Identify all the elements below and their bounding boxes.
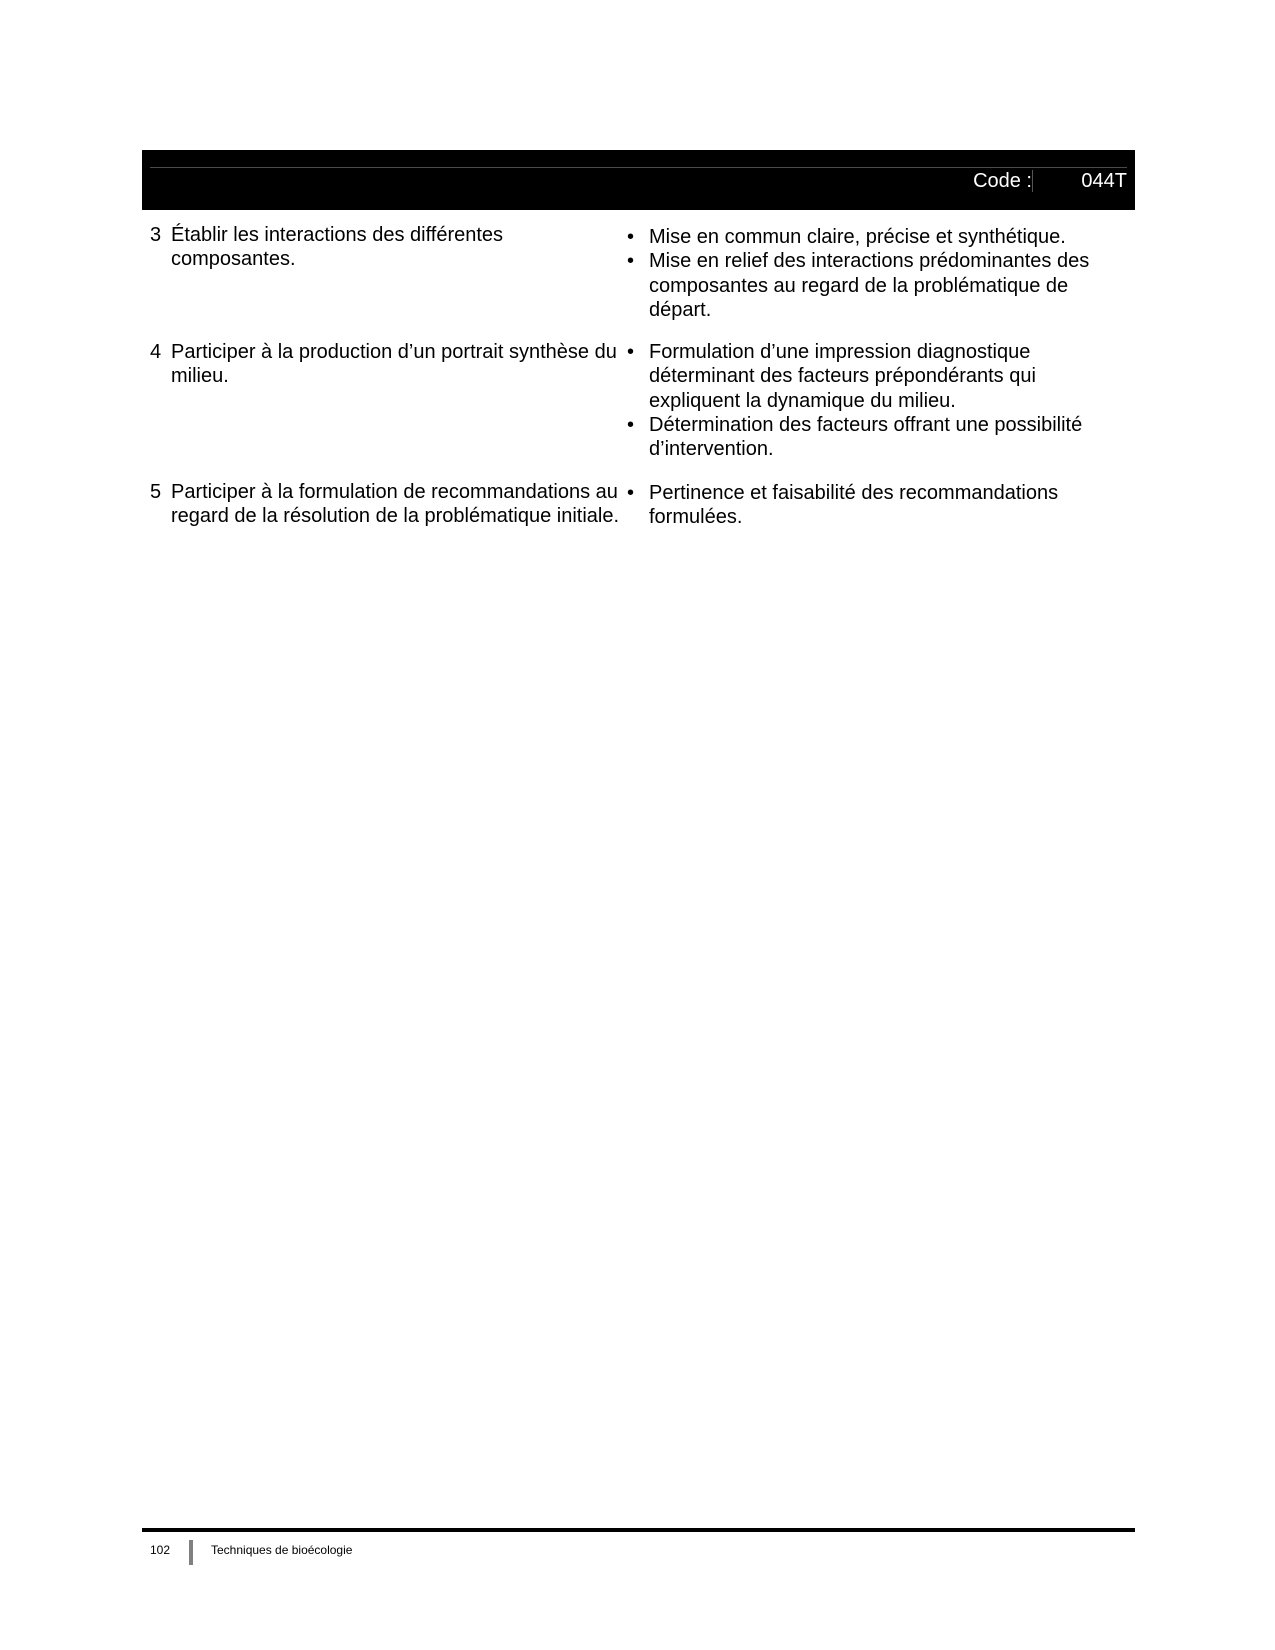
element-text: Participer à la production d’un portrait synthèse du milieu. xyxy=(171,341,617,388)
code-header-bar xyxy=(142,150,1135,210)
criterion-item: • Mise en commun claire, précise et synthétique. xyxy=(627,226,1066,248)
footer-rule xyxy=(142,1528,1135,1532)
criteria-list xyxy=(627,340,1112,461)
footer-separator xyxy=(189,1540,193,1565)
bullet-icon: • xyxy=(627,226,635,248)
criteria-list xyxy=(627,481,1112,530)
element-row xyxy=(142,223,1135,340)
code-label: Code : xyxy=(973,170,1032,192)
element-row xyxy=(142,480,1135,530)
page-number: 102 xyxy=(150,1543,171,1557)
bullet-icon: • xyxy=(627,482,635,504)
criterion-item: • Mise en relief des interactions prédominantes des composantes au regard de la problématique de départ. xyxy=(627,250,1090,321)
element-number: 3 xyxy=(150,224,162,246)
element-number: 5 xyxy=(150,481,162,503)
bullet-icon: • xyxy=(627,341,635,363)
bullet-icon: • xyxy=(627,413,635,436)
element-text: Établir les interactions des différentes composantes. xyxy=(171,224,504,271)
element-number: 4 xyxy=(150,341,162,363)
header-rule xyxy=(150,167,1127,168)
elements-table xyxy=(142,223,1135,530)
criteria-list xyxy=(627,225,1112,322)
document-title: Techniques de bioécologie xyxy=(211,1543,353,1557)
element-text: Participer à la formulation de recommandations au regard de la résolution de la problématique initiale. xyxy=(171,481,620,528)
criterion-item: • Pertinence et faisabilité des recommandations formulées. xyxy=(627,482,1059,529)
code-value: 044T xyxy=(1081,170,1127,192)
criterion-item: • Formulation d’une impression diagnostique déterminant des facteurs prépondérants qui expliquent la dynamique du milieu. xyxy=(627,341,1036,412)
criterion-item: • Détermination des facteurs offrant une possibilité d’intervention. xyxy=(627,413,1083,461)
element-row xyxy=(142,340,1135,480)
bullet-icon: • xyxy=(627,250,635,273)
code-separator xyxy=(1032,170,1033,192)
